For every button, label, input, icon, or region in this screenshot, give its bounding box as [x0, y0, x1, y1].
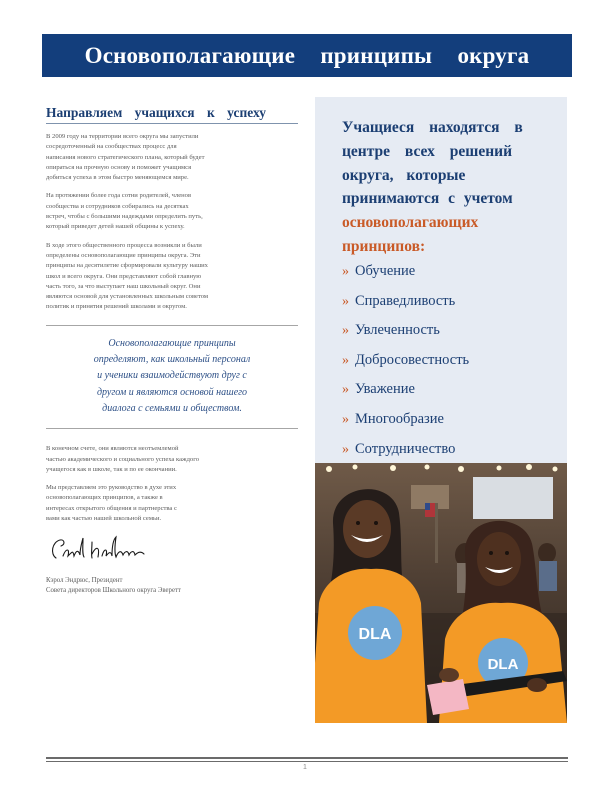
signature-icon: [46, 534, 166, 568]
title-banner: [42, 34, 572, 77]
text-line: принципы на десятилетие сформировали культуру наших: [46, 262, 208, 270]
paragraph-3: [46, 241, 298, 313]
text-line: опираться на прочную основу и поможет учащимся: [46, 163, 192, 171]
banner-word: Основополагающие: [84, 42, 296, 68]
chevron-right-icon: »: [342, 293, 349, 309]
text-line: учащегося как в школе, так и по ее окончании.: [46, 465, 177, 473]
list-item: [342, 257, 469, 287]
principle-label: Увлеченность: [355, 322, 440, 339]
paragraph-2: [46, 191, 298, 232]
quote-line: и ученики взаимодействуют друг с: [97, 370, 247, 382]
pull-quote: [46, 325, 298, 429]
quote-line: определяют, как школьный персонал: [93, 354, 251, 366]
chevron-right-icon: »: [342, 441, 349, 457]
principles-panel: [315, 97, 567, 723]
text-line: определены основополагающие принципы округа. Эти: [46, 251, 201, 259]
shirt-logo-text: DLA: [358, 626, 392, 643]
section-heading: Направляем учащихся к успеху: [46, 105, 298, 124]
signer-block: [46, 576, 298, 596]
text-line: сообщества и сотрудников собирались на десятках: [46, 202, 189, 210]
text-line: частью академического и социального успеха каждого: [46, 455, 200, 463]
quote-line: другом и являются основой нашего: [96, 386, 248, 398]
lead-line: центре всех решений: [342, 142, 512, 160]
text-line: В ходе этого общественного процесса возникли и были: [46, 241, 202, 249]
text-line: В конечном счете, они являются неотъемлемой: [46, 445, 179, 453]
principle-label: Сотрудничество: [355, 440, 456, 457]
text-line: На протяжении более года сотни родителей, членов: [46, 192, 192, 200]
lead-statement: [342, 116, 552, 259]
chevron-right-icon: »: [342, 323, 349, 339]
chevron-right-icon: »: [342, 382, 349, 398]
text-line: встреч, чтобы с большими надеждами определить путь,: [46, 213, 203, 221]
paragraph-5: [46, 483, 298, 524]
lead-line: округа, которые: [342, 166, 466, 184]
text-line: интересах открытого общения и партнерства с: [46, 504, 177, 512]
list-item: [342, 375, 469, 405]
principle-label: Обучение: [355, 263, 416, 279]
text-line: В 2009 году на территории всего округа мы запустили: [46, 133, 199, 140]
list-item: [342, 287, 469, 317]
text-line: школ и всего округа. Они представляют собой главную: [46, 272, 202, 280]
list-item: [342, 316, 469, 346]
lead-line: принимаются с учетом: [342, 190, 513, 208]
lead-line: Учащиеся находятся в: [342, 119, 523, 136]
principle-label: Уважение: [355, 381, 415, 398]
list-item: [342, 346, 469, 376]
text-line: который приведет детей нашей общины к успеху.: [46, 223, 185, 231]
paragraph-4: [46, 444, 298, 475]
list-item: [342, 405, 469, 435]
lead-accent-line: основополагающих: [342, 214, 479, 232]
footer-rule: [46, 761, 568, 762]
principle-label: Добросовестность: [355, 351, 470, 368]
lead-accent-line: принципов:: [342, 237, 426, 255]
intro-column: [46, 105, 298, 596]
quote-line: диалога с семьями и обществом.: [102, 402, 242, 414]
signer-title: Совета директоров Школьного округа Эверетт: [46, 587, 181, 595]
page-number: 1: [303, 764, 307, 771]
principles-list: [342, 257, 469, 464]
text-line: политик и принятия решений школами и округом.: [46, 303, 187, 311]
chevron-right-icon: »: [342, 352, 349, 368]
text-line: являются основой для установленных школьным советом: [46, 293, 209, 301]
text-line: вами как частью нашей школьной семьи.: [46, 515, 162, 523]
text-line: сосредоточенный на сообществах процесс для: [46, 143, 177, 151]
signer-name: Кэрол Эндрюс, Президент: [46, 577, 123, 585]
shirt-logo-text: DLA: [487, 656, 519, 673]
chevron-right-icon: »: [342, 264, 349, 279]
signature: [46, 534, 298, 568]
text-line: часть того, за что выступает наш школьный округ. Они: [46, 282, 201, 290]
text-line: написания нового стратегического плана, который будет: [46, 153, 205, 161]
text-line: Мы представляем это руководство в духе этих: [46, 484, 177, 492]
text-line: добиться успеха в этом быстро меняющемся мире.: [46, 174, 189, 182]
students-photo: [315, 463, 567, 723]
list-item: [342, 435, 469, 465]
footer-rule: [46, 757, 568, 759]
banner-word: принципы: [320, 42, 433, 68]
banner-word: округа: [457, 42, 530, 68]
principle-label: Многообразие: [355, 410, 444, 427]
chevron-right-icon: »: [342, 411, 349, 427]
quote-line: Основополагающие принципы: [108, 337, 236, 349]
text-line: основополагающих принципов, а также в: [46, 494, 163, 502]
principle-label: Справедливость: [355, 292, 456, 309]
paragraph-1: [46, 132, 298, 183]
